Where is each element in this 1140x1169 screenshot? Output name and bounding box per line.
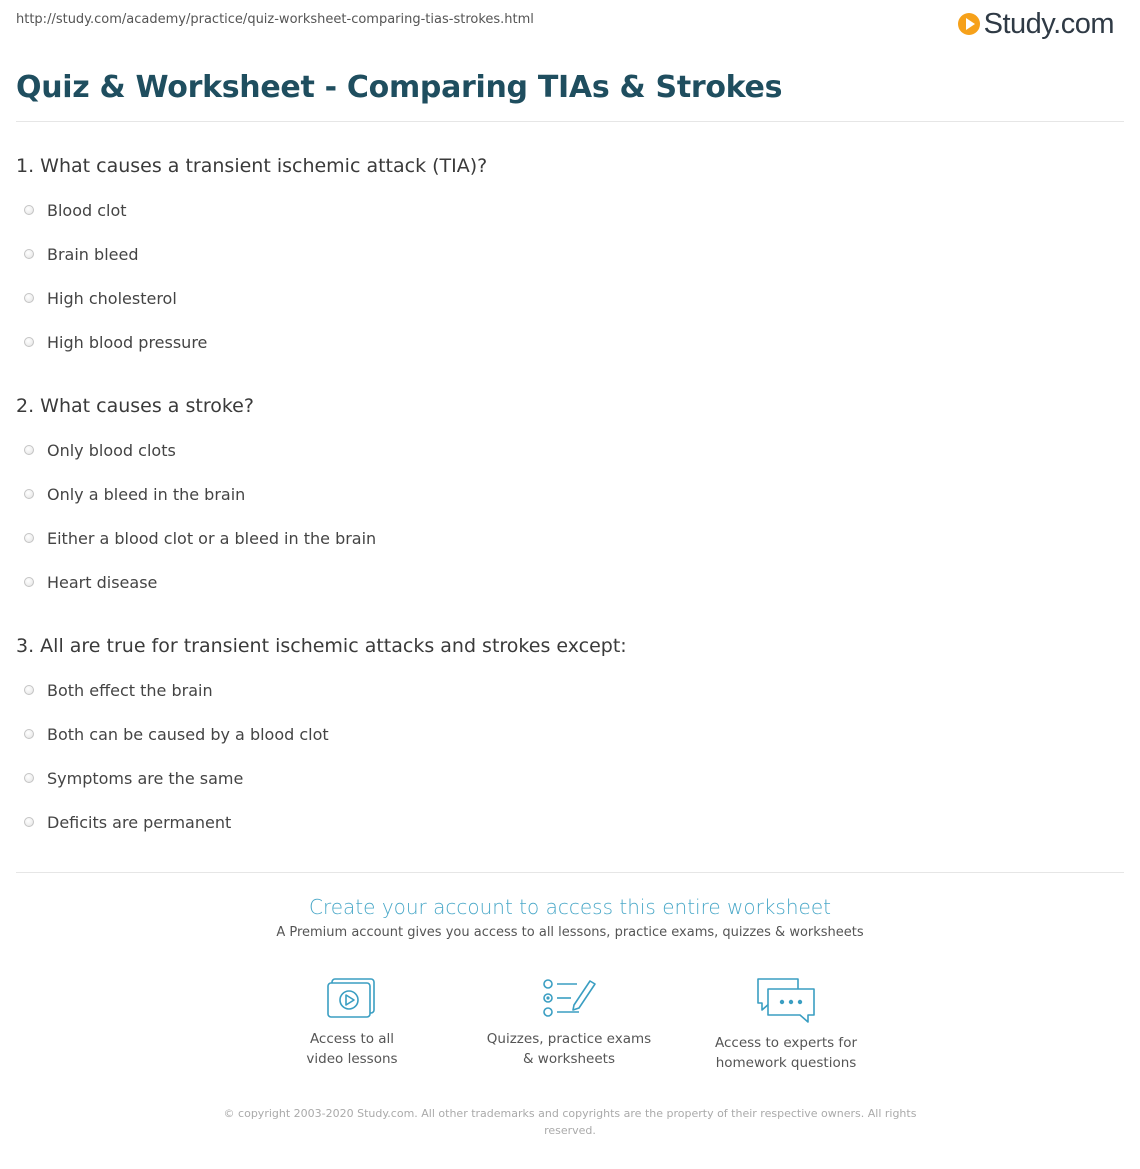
- answer-label: Only blood clots: [47, 440, 176, 460]
- signup-cta: [0, 895, 1140, 940]
- question-text: 2. What causes a stroke?: [16, 395, 254, 417]
- copyright-notice: © copyright 2003-2020 Study.com. All other trademarks and copyrights are the property of their respective owners. All rights reserved.: [223, 1107, 917, 1137]
- question-1: [16, 155, 1116, 364]
- answer-label: Both can be caused by a blood clot: [47, 724, 329, 744]
- radio-button[interactable]: [24, 729, 34, 739]
- radio-button[interactable]: [24, 533, 34, 543]
- answer-option[interactable]: [16, 428, 1116, 472]
- video-lessons-icon: [326, 975, 378, 1021]
- answer-label: Symptoms are the same: [47, 768, 244, 788]
- feature-line: Quizzes, practice exams: [486, 1031, 652, 1047]
- answer-option[interactable]: [16, 712, 1116, 756]
- answer-option[interactable]: [16, 516, 1116, 560]
- answer-label: High blood pressure: [47, 332, 208, 352]
- answer-option[interactable]: [16, 472, 1116, 516]
- top-bar: [0, 0, 1140, 44]
- page-url[interactable]: http://study.com/academy/practice/quiz-worksheet-comparing-tias-strokes.html: [16, 12, 534, 27]
- answer-option[interactable]: [16, 560, 1116, 604]
- answer-label: Heart disease: [47, 572, 158, 592]
- question-text: 3. All are true for transient ischemic attacks and strokes except:: [16, 635, 627, 657]
- answer-option[interactable]: [16, 800, 1116, 844]
- divider: [16, 872, 1124, 873]
- radio-button[interactable]: [24, 445, 34, 455]
- answer-label: High cholesterol: [47, 288, 177, 308]
- chat-bubbles-icon: [754, 975, 818, 1025]
- quiz-checklist-icon: [541, 975, 597, 1021]
- radio-button[interactable]: [24, 577, 34, 587]
- answer-option[interactable]: [16, 320, 1116, 364]
- radio-button[interactable]: [24, 249, 34, 259]
- feature-label: [686, 1033, 886, 1073]
- radio-button[interactable]: [24, 817, 34, 827]
- answer-label: Either a blood clot or a bleed in the brain: [47, 528, 377, 548]
- feature-line: & worksheets: [522, 1051, 615, 1067]
- question-3: [16, 635, 1116, 844]
- answer-options: [16, 188, 1116, 364]
- radio-button[interactable]: [24, 205, 34, 215]
- answer-options: [16, 428, 1116, 604]
- answer-label: Deficits are permanent: [47, 812, 232, 832]
- feature-line: Access to all: [309, 1031, 395, 1047]
- answer-option[interactable]: [16, 188, 1116, 232]
- answer-label: Only a bleed in the brain: [47, 484, 246, 504]
- play-circle-icon: [958, 13, 980, 35]
- feature-label: [469, 1029, 669, 1069]
- answer-options: [16, 668, 1116, 844]
- feature-line: video lessons: [306, 1051, 398, 1067]
- feature-line: homework questions: [715, 1055, 857, 1071]
- feature-video-lessons: [252, 975, 452, 1069]
- logo-text: Study.com: [983, 7, 1114, 40]
- answer-option[interactable]: [16, 232, 1116, 276]
- question-2: [16, 395, 1116, 604]
- radio-button[interactable]: [24, 773, 34, 783]
- cta-title[interactable]: Create your account to access this entire worksheet: [309, 895, 831, 919]
- answer-option[interactable]: [16, 276, 1116, 320]
- feature-quizzes: [469, 975, 669, 1069]
- divider: [16, 121, 1124, 122]
- radio-button[interactable]: [24, 489, 34, 499]
- feature-line: Access to experts for: [714, 1035, 857, 1051]
- radio-button[interactable]: [24, 337, 34, 347]
- answer-label: Brain bleed: [47, 244, 139, 264]
- radio-button[interactable]: [24, 685, 34, 695]
- feature-experts: [686, 975, 886, 1073]
- radio-button[interactable]: [24, 293, 34, 303]
- cta-subtitle: A Premium account gives you access to all lessons, practice exams, quizzes & worksheets: [276, 925, 864, 940]
- answer-option[interactable]: [16, 756, 1116, 800]
- answer-label: Blood clot: [47, 200, 127, 220]
- answer-label: Both effect the brain: [47, 680, 213, 700]
- study-logo[interactable]: [958, 7, 1114, 41]
- answer-option[interactable]: [16, 668, 1116, 712]
- feature-label: [252, 1029, 452, 1069]
- question-text: 1. What causes a transient ischemic attack (TIA)?: [16, 155, 488, 177]
- page-title: Quiz & Worksheet - Comparing TIAs & Strokes: [16, 70, 783, 105]
